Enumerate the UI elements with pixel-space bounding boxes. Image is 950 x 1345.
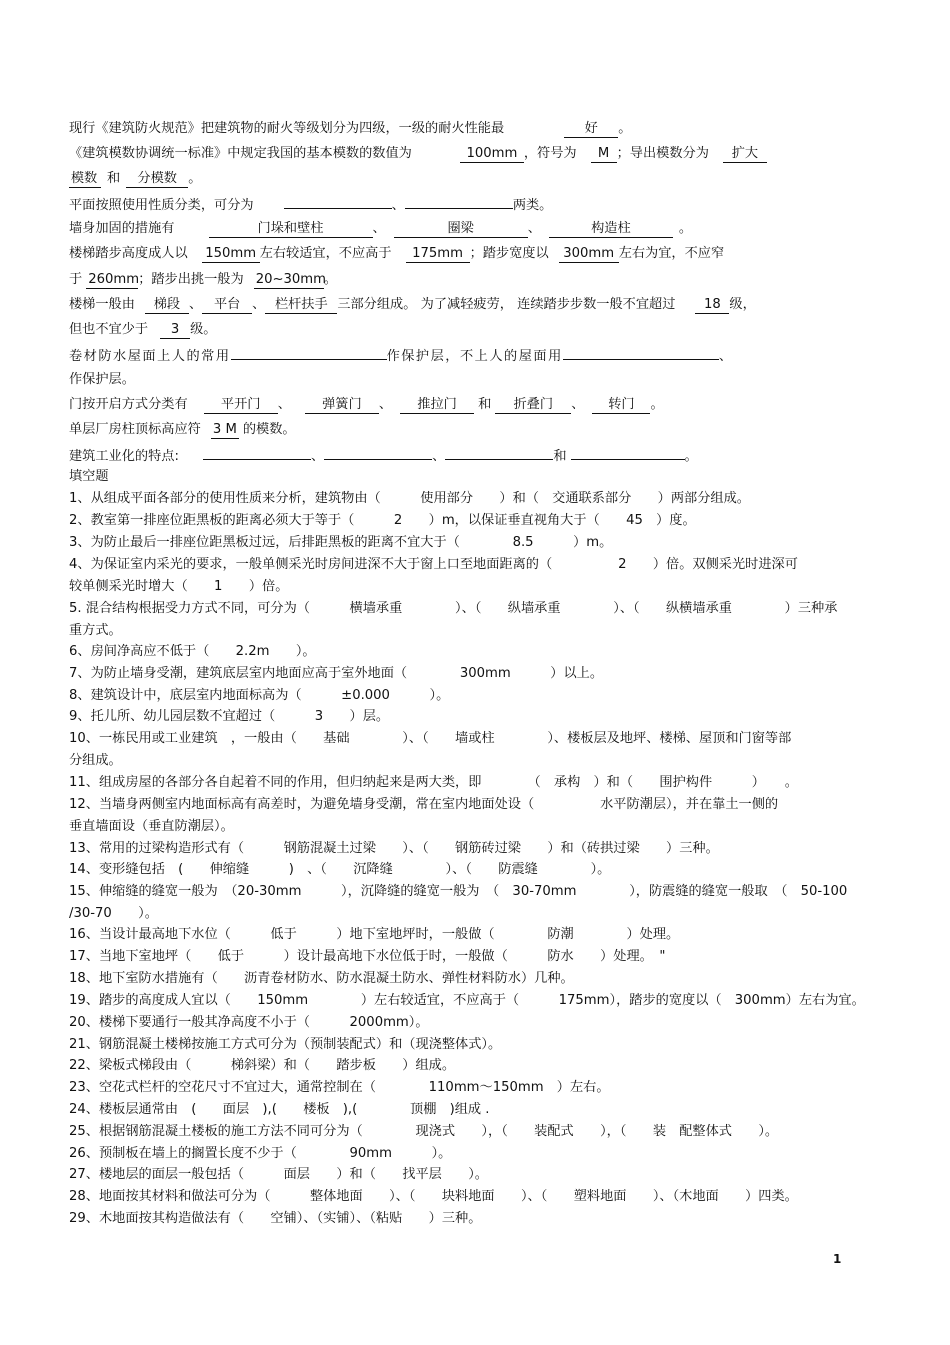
- answer-blank: 圈梁: [394, 221, 528, 238]
- fill-line-26: 26、预制板在墙上的搁置长度不少于（ 90mm ）。: [69, 1146, 452, 1161]
- fill-line-12: 12、当墙身两侧室内地面标高有高差时，为避免墙身受潮，常在室内地面处设（ 水平防潮层），并在靠土一侧的: [69, 797, 779, 812]
- answer-blank: 18: [695, 297, 729, 314]
- fill-line-27: 27、楼地层的面层一般包括（ 面层 ）和（ 找平层 ）。: [69, 1167, 488, 1182]
- question-line-9: [69, 321, 899, 339]
- empty-blank: [324, 446, 432, 460]
- question-line-2: [69, 145, 899, 163]
- answer-blank: 梯段: [145, 297, 189, 314]
- text: 门按开启方式分类有: [69, 397, 188, 412]
- answer-blank: 3: [160, 322, 190, 339]
- text: 。: [684, 449, 698, 464]
- answer-blank: 扩大: [723, 146, 767, 163]
- text: 。: [678, 221, 693, 236]
- fill-line-3: 3、为防止最后一排座位距黑板过远，后排距黑板的距离不宜大于（ 8.5 ）m。: [69, 535, 613, 550]
- answer-blank: 构造柱: [549, 221, 673, 238]
- text: 左右为宜，不应窄: [618, 246, 725, 261]
- text: 、: [718, 349, 734, 364]
- page-number: 1: [833, 1252, 842, 1266]
- answer-blank: 260mm: [88, 272, 140, 287]
- text: 。: [618, 121, 632, 136]
- text: 级。: [190, 322, 217, 337]
- question-line-3: [69, 170, 899, 188]
- answer-blank: 门垛和壁柱: [209, 221, 373, 238]
- question-line-10: [69, 346, 899, 366]
- text: 但也不宜少于: [69, 322, 149, 337]
- empty-blank: [231, 346, 387, 360]
- answer-blank: 平台: [202, 297, 252, 314]
- fill-line-28: 28、地面按其材料和做法可分为（ 整体地面 ）、（ 块料地面 ）、（ 塑料地面 ）、（木地面 ）四类。: [69, 1189, 798, 1204]
- question-line-12: [69, 396, 899, 414]
- question-line-8: [69, 296, 899, 314]
- answer-blank: 折叠门: [495, 397, 571, 414]
- text: ；踏步出挑一般为: [138, 272, 244, 287]
- question-line-14: [69, 446, 899, 466]
- fill-line-17: 17、当地下室地坪（ 低于 ）设计最高地下水位低于时，一般做（ 防水 ）处理。 ": [69, 949, 666, 964]
- fill-line-5b: 重方式。: [69, 623, 122, 638]
- text: 、: [372, 221, 386, 236]
- answer-blank: 模数: [69, 171, 101, 188]
- fill-line-2: 2、教室第一排座位距黑板的距离必须大于等于（ 2 ）m，以保证垂直视角大于（ 45 ）度。: [69, 513, 696, 528]
- text: 作保护层。: [69, 372, 135, 387]
- fill-line-23: 23、空花式栏杆的空花尺寸不宜过大，通常控制在（ 110mm～150mm ）左右。: [69, 1080, 610, 1095]
- empty-blank: [284, 195, 392, 209]
- answer-blank: 推拉门: [400, 397, 474, 414]
- answer-blank: 平开门: [204, 397, 278, 414]
- answer-blank: 好: [564, 121, 618, 138]
- fill-line-10: 10、一栋民用或工业建筑 ，一般由（ 基础 ）、（ 墙或柱 ）、楼板层及地坪、楼梯、屋顶和门窗等部: [69, 731, 792, 746]
- text: 单层厂房柱顶标高应符: [69, 422, 201, 437]
- text: 、: [252, 297, 266, 312]
- answer-blank: 栏杆扶手: [265, 297, 337, 314]
- fill-line-4: 4、为保证室内采光的要求，一般单侧采光时房间进深不大于窗上口至地面距离的（ 2 ）倍。双侧采光时进深可: [69, 557, 798, 572]
- fill-line-22: 22、梁板式梯段由（ 梯斜梁）和（ 踏步板 ）组成。: [69, 1058, 456, 1073]
- text: 楼梯一般由: [69, 297, 135, 312]
- answer-blank: 转门: [592, 397, 650, 414]
- answer-blank: M: [591, 146, 617, 163]
- text: 建筑工业化的特点:: [69, 449, 179, 464]
- answer-blank: 300mm: [559, 246, 619, 263]
- empty-blank: [445, 446, 553, 460]
- question-line-11: [69, 371, 899, 389]
- fill-line-19: 19、踏步的高度成人宜以（ 150mm ）左右较适宜，不应高于（ 175mm），踏步的宽度以（ 300mm）左右为宜。: [69, 993, 865, 1008]
- empty-blank: [405, 195, 513, 209]
- text: 、: [188, 297, 203, 312]
- text: 现行《建筑防火规范》把建筑物的耐火等级划分为四级，一级的耐火性能最: [69, 121, 505, 136]
- answer-blank: 分模数: [126, 171, 188, 188]
- fill-line-1: 1、从组成平面各部分的使用性质来分析，建筑物由（ 使用部分 ）和（ 交通联系部分 ）两部分组成。: [69, 491, 750, 506]
- fill-line-8: 8、建筑设计中，底层室内地面标高为（ ±0.000 ）。: [69, 688, 450, 703]
- text: 、: [277, 397, 291, 412]
- fill-line-20: 20、楼梯下要通行一般其净高度不小于（ 2000mm）。: [69, 1015, 429, 1030]
- fill-line-4b: 较单侧采光时增大（ 1 ）倍。: [69, 579, 289, 594]
- text: 。: [323, 272, 337, 287]
- text: ；踏步宽度以: [469, 246, 549, 261]
- fill-line-15b: /30-70 ）。: [69, 906, 158, 921]
- text: 、: [378, 397, 393, 412]
- text: 和: [553, 449, 567, 464]
- section-title: 填空题: [69, 469, 109, 484]
- text: ；导出模数分为: [616, 146, 709, 161]
- empty-blank: [563, 346, 719, 360]
- fill-line-10b: 分组成。: [69, 753, 122, 768]
- text: 。: [650, 397, 664, 412]
- text: 两类。: [512, 198, 553, 213]
- text: 、: [391, 198, 405, 213]
- text: 和: [107, 171, 121, 186]
- fill-line-11: 11、组成房屋的各部分各自起着不同的作用，但归纳起来是两大类，即 （ 承构 ）和（ 围护构件 ） 。: [69, 775, 798, 790]
- fill-line-18: 18、地下室防水措施有（ 沥青卷材防水、防水混凝土防水、弹性材料防水）几种。: [69, 971, 574, 986]
- text: 、: [310, 449, 325, 464]
- empty-blank: [571, 446, 685, 460]
- text: 三部分组成。 为了减轻疲劳， 连续踏步步数一般不宜超过: [337, 297, 676, 312]
- text: 、: [432, 449, 446, 464]
- fill-line-9: 9、托儿所、幼儿园层数不宜超过（ 3 ）层。: [69, 709, 390, 724]
- text: 的模数。: [242, 422, 296, 437]
- text: 。: [188, 171, 202, 186]
- text: 《建筑模数协调统一标准》中规定我国的基本模数的数值为: [69, 146, 412, 161]
- question-line-5: [69, 220, 899, 238]
- fill-line-24: 24、楼板层通常由 ( 面层 ),( 楼板 ),( 顶棚 )组成 .: [69, 1102, 490, 1117]
- fill-line-25: 25、根据钢筋混凝土楼板的施工方法不同可分为（ 现浇式 ），（ 装配式 ），（ 装 配整体式 ）。: [69, 1124, 779, 1139]
- text: 平面按照使用性质分类，可分为: [69, 198, 254, 213]
- text: 、: [571, 397, 585, 412]
- text: 作保护层，不上人的屋面用: [386, 349, 563, 364]
- fill-line-6: 6、房间净高应不低于（ 2.2m ）。: [69, 644, 316, 659]
- text: 和: [478, 397, 492, 412]
- text: 楼梯踏步高度成人以: [69, 246, 188, 261]
- text: 卷材防水屋面上人的常用: [69, 349, 231, 364]
- answer-blank: 20~30mm: [255, 272, 326, 287]
- fill-line-5: 5. 混合结构根据受力方式不同，可分为（ 横墙承重 ）、（ 纵墙承重 ）、（ 纵横墙承重 ）三种承: [69, 601, 838, 616]
- text: 墙身加固的措施有: [69, 221, 175, 236]
- question-line-4: [69, 195, 899, 215]
- fill-line-15: 15、伸缩缝的缝宽一般为 （20-30mm ），沉降缝的缝宽一般为 （ 30-70mm ），防震缝的缝宽一般取 （ 50-100: [69, 884, 848, 899]
- fill-line-14: 14、变形缝包括 ( 伸缩缝 ) 、（ 沉降缝 ）、（ 防震缝 ）。: [69, 862, 611, 877]
- text: 于: [69, 272, 83, 287]
- question-line-13: [69, 421, 899, 439]
- fill-line-12b: 垂直墙面设（垂直防潮层）。: [69, 819, 234, 834]
- text: 级，: [729, 297, 756, 312]
- fill-line-16: 16、当设计最高地下水位（ 低于 ）地下室地坪时，一般做（ 防潮 ）处理。: [69, 927, 680, 942]
- fill-line-29: 29、木地面按其构造做法有（ 空铺）、（实铺）、（粘贴 ）三种。: [69, 1211, 482, 1226]
- text: 左右较适宜，不应高于: [259, 246, 392, 261]
- question-line-7: [69, 271, 899, 289]
- question-line-6: [69, 245, 899, 263]
- answer-blank: 弹簧门: [305, 397, 379, 414]
- fill-line-21: 21、钢筋混凝土楼梯按施工方式可分为（预制装配式）和（现浇整体式）。: [69, 1037, 502, 1052]
- text: 、: [527, 221, 541, 236]
- fill-line-7: 7、为防止墙身受潮，建筑底层室内地面应高于室外地面（ 300mm ）以上。: [69, 666, 604, 681]
- empty-blank: [203, 446, 311, 460]
- fill-line-13: 13、常用的过梁构造形式有（ 钢筋混凝土过梁 ）、（ 钢筋砖过梁 ）和（砖拱过梁 ）三种。: [69, 841, 719, 856]
- answer-blank: 150mm: [202, 246, 260, 263]
- answer-blank: 175mm: [406, 246, 470, 263]
- answer-blank: 3 M: [211, 422, 239, 439]
- answer-blank: 100mm: [460, 146, 524, 163]
- question-line-1: [69, 120, 899, 138]
- text: ，符号为: [523, 146, 577, 161]
